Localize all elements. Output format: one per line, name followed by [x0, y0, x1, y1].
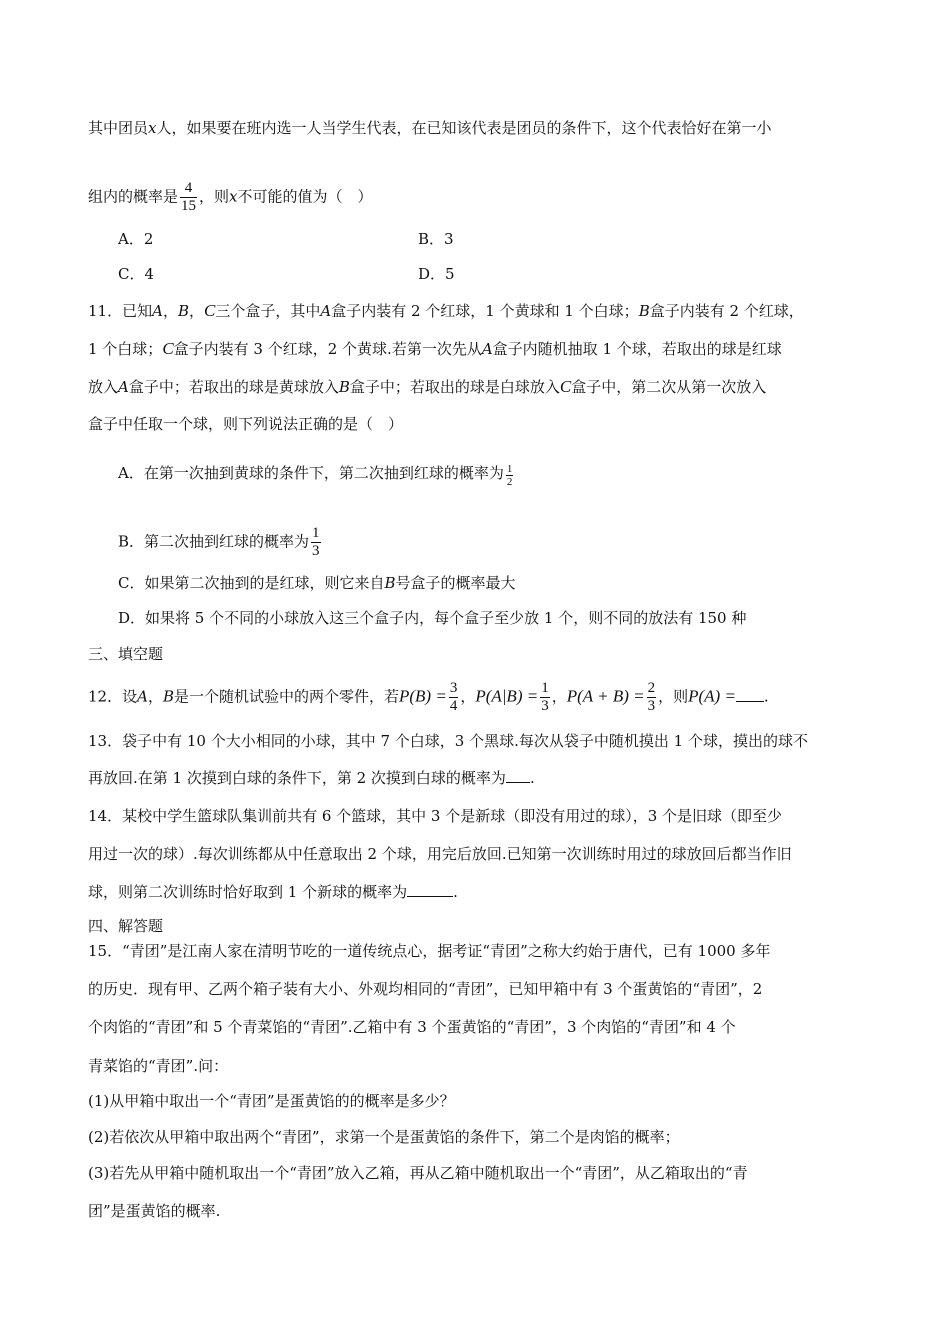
- q15-line3: 个肉馅的“青团”和 5 个青菜馅的“青团”.乙箱中有 3 个蛋黄馅的“青团”，3 个肉馅的“青团”和 4 个: [88, 1018, 736, 1036]
- q11-option-a: A．在第一次抽到黄球的条件下，第二次抽到红球的概率为 $\frac{1}{2}$: [118, 463, 513, 488]
- fraction-3-4: $\frac{3}{4}$: [449, 680, 458, 714]
- q11-line1: 11．已知A，B，C三个盒子，其中A盒子内装有 2 个红球，1 个黄球和 1 个白球；B盒子内装有 2 个红球，: [88, 301, 804, 320]
- q15-line4: 青菜馅的“青团”.问：: [88, 1057, 229, 1075]
- q13-line1: 13．袋子中有 10 个大小相同的小球，其中 7 个白球，3 个黑球.每次从袋子中随机摸出 1 个球，摸出的球不: [88, 732, 808, 750]
- answer-blank[interactable]: [506, 768, 530, 783]
- q15-part3-line2: 团”是蛋黄馅的概率.: [88, 1202, 221, 1220]
- answer-blank[interactable]: [736, 687, 764, 702]
- q11-line3: 放入A盒子中；若取出的球是黄球放入B盒子中；若取出的球是白球放入C盒子中，第二次从第一次放入: [88, 377, 767, 396]
- q12-line: 12．设A，B是一个随机试验中的两个零件，若P(B) = $\frac{3}{4}$ ，P(A|B) = $\frac{1}{3}$ ，P(A + B) = $\frac{2}{3}$ ，则P(A) = .: [88, 680, 769, 714]
- q14-line1: 14．某校中学生篮球队集训前共有 6 个篮球，其中 3 个是新球（即没有用过的球），3 个是旧球（即至少: [88, 807, 783, 825]
- answer-blank[interactable]: [407, 882, 453, 897]
- q10-line1: 其中团员x人，如果要在班内选一人当学生代表，在已知该代表是团员的条件下，这个代表恰好在第一小: [88, 119, 772, 137]
- section-title-fill-in: 三、填空题: [88, 645, 164, 663]
- q14-line3: 球，则第二次训练时恰好取到 1 个新球的概率为 .: [88, 883, 458, 901]
- fraction-4-15: $\frac{4}{15}$: [181, 180, 197, 214]
- fraction-2-3: $\frac{2}{3}$: [647, 680, 656, 714]
- q13-line2: 再放回.在第 1 次摸到白球的条件下，第 2 次摸到白球的概率为 .: [88, 769, 535, 787]
- var-x: x: [148, 119, 157, 137]
- q10-option-b: B．3: [418, 230, 454, 248]
- q15-line2: 的历史．现有甲、乙两个箱子装有大小、外观均相同的“青团”，已知甲箱中有 3 个蛋黄馅的“青团”，2: [88, 980, 763, 998]
- q15-part2: (2)若依次从甲箱中取出两个“青团”，求第一个是蛋黄馅的条件下，第二个是肉馅的概率；: [88, 1128, 680, 1146]
- q11-line2: 1 个白球；C盒子内装有 3 个红球，2 个黄球.若第一次先从A盒子内随机抽取 1 个球，若取出的球是红球: [88, 339, 782, 358]
- fraction-1-2: $\frac{1}{2}$: [506, 463, 513, 488]
- fraction-1-3: $\frac{1}{3}$: [312, 525, 320, 559]
- q10-line2: 组内的概率是 $\frac{4}{15}$ ，则x不可能的值为（ ）: [88, 180, 373, 214]
- q10-option-d: D．5: [418, 265, 455, 283]
- q11-line4: 盒子中任取一个球，则下列说法正确的是（ ）: [88, 415, 404, 433]
- q15-part1: (1)从甲箱中取出一个“青团”是蛋黄馅的的概率是多少？: [88, 1092, 455, 1110]
- q11-option-d: D．如果将 5 个不同的小球放入这三个盒子内，每个盒子至少放 1 个，则不同的放法有 150 种: [118, 609, 747, 627]
- fraction-1-3: $\frac{1}{3}$: [541, 680, 549, 714]
- q11-option-b: B．第二次抽到红球的概率为 $\frac{1}{3}$: [118, 525, 320, 559]
- q14-line2: 用过一次的球）.每次训练都从中任意取出 2 个球，用完后放回.已知第一次训练时用过的球放回后都当作旧: [88, 845, 792, 863]
- q15-line1: 15．“青团”是江南人家在清明节吃的一道传统点心，据考证“青团”之称大约始于唐代，已有 1000 多年: [88, 942, 771, 960]
- q10-option-c: C．4: [118, 265, 155, 283]
- section-title-solve: 四、解答题: [88, 917, 164, 935]
- q15-part3-line1: (3)若先从甲箱中随机取出一个“青团”放入乙箱，再从乙箱中随机取出一个“青团”，从乙箱取出的“青: [88, 1164, 748, 1182]
- q11-option-c: C．如果第二次抽到的是红球，则它来自B号盒子的概率最大: [118, 574, 516, 592]
- q10-option-a: A．2: [118, 230, 154, 248]
